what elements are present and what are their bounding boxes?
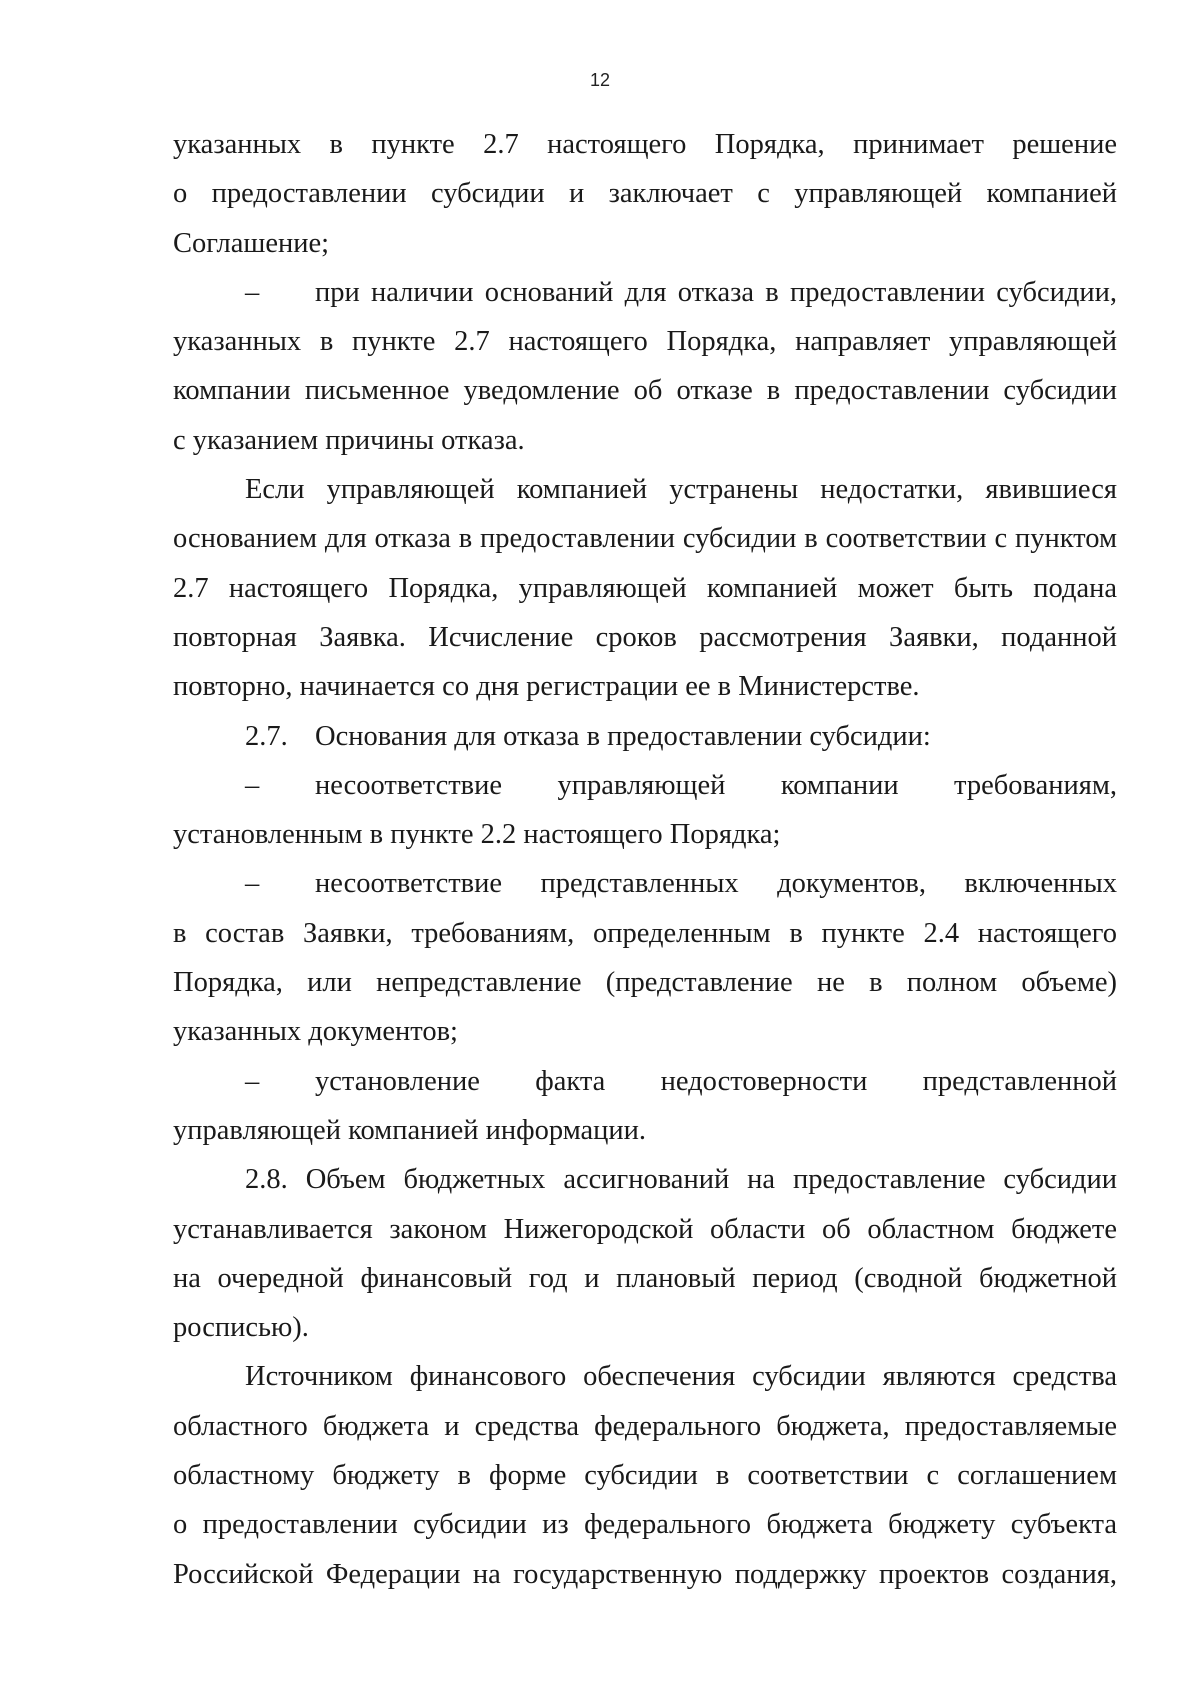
text-line: в состав Заявки, требованиям, определенным в пункте 2.4 настоящего [173, 917, 1117, 949]
section-number: 2.7. [245, 720, 288, 752]
text-line: при наличии оснований для отказа в предоставлении субсидии, [315, 276, 1117, 308]
text-line: указанных в пункте 2.7 настоящего Порядка, принимает решение [173, 129, 1117, 160]
list-item-dash [173, 1057, 1117, 1106]
text-line: управляющей компанией информации. [173, 1114, 647, 1146]
text-line: указанных документов; [173, 1016, 458, 1048]
text-line: указанных в пункте 2.7 настоящего Порядка, направляет управляющей [173, 326, 1117, 358]
text-line: Если управляющей компанией устранены недостатки, явившиеся [245, 474, 1117, 506]
text-line: с указанием причины отказа. [173, 424, 525, 456]
text-line: несоответствие управляющей компании требованиям, [315, 769, 1117, 801]
text-line: Порядка, или непредставление (представление не в полном объеме) [173, 967, 1117, 999]
text-line: областному бюджету в форме субсидии в соответствии с соглашением [173, 1460, 1117, 1492]
dash-marker: – [245, 276, 260, 308]
text-line: несоответствие представленных документов, включенных [315, 868, 1117, 900]
page-number: 12 [589, 70, 611, 90]
text-line: установление факта недостоверности представленной [315, 1065, 1117, 1097]
text-line: о предоставлении субсидии из федерального бюджета бюджету субъекта [173, 1509, 1117, 1541]
list-item-dash [173, 859, 1117, 908]
text-line: Российской Федерации на государственную поддержку проектов создания, [173, 1558, 1117, 1590]
text-line: установленным в пункте 2.2 настоящего Порядка; [173, 819, 781, 851]
text-line: областного бюджета и средства федерального бюджета, предоставляемые [173, 1410, 1117, 1442]
text-line: повторная Заявка. Исчисление сроков рассмотрения Заявки, поданной [173, 621, 1117, 653]
document-body [173, 120, 1117, 1599]
text-line: на очередной финансовый год и плановый период (сводной бюджетной [173, 1262, 1117, 1294]
dash-marker: – [245, 769, 260, 801]
dash-marker: – [245, 868, 260, 900]
list-item-dash [173, 268, 1117, 317]
section-heading-2-7 [173, 712, 1117, 761]
list-item-dash [173, 761, 1117, 810]
text-line: 2.7 настоящего Порядка, управляющей компанией может быть подана [173, 572, 1117, 604]
text-line: 2.8. Объем бюджетных ассигнований на предоставление субсидии [245, 1164, 1117, 1196]
text-line: устанавливается законом Нижегородской области об областном бюджете [173, 1213, 1117, 1245]
text-line: основанием для отказа в предоставлении субсидии в соответствии с пунктом [173, 523, 1117, 555]
text-line: повторно, начинается со дня регистрации ее в Министерстве. [173, 671, 920, 703]
text-line: Основания для отказа в предоставлении субсидии: [315, 720, 931, 752]
dash-marker: – [245, 1065, 260, 1097]
text-line: о предоставлении субсидии и заключает с управляющей компанией [173, 178, 1117, 210]
text-line: Источником финансового обеспечения субсидии являются средства [245, 1361, 1117, 1393]
text-line: компании письменное уведомление об отказе в предоставлении субсидии [173, 375, 1117, 407]
text-line: росписью). [173, 1312, 309, 1344]
text-line: Соглашение; [173, 227, 330, 259]
